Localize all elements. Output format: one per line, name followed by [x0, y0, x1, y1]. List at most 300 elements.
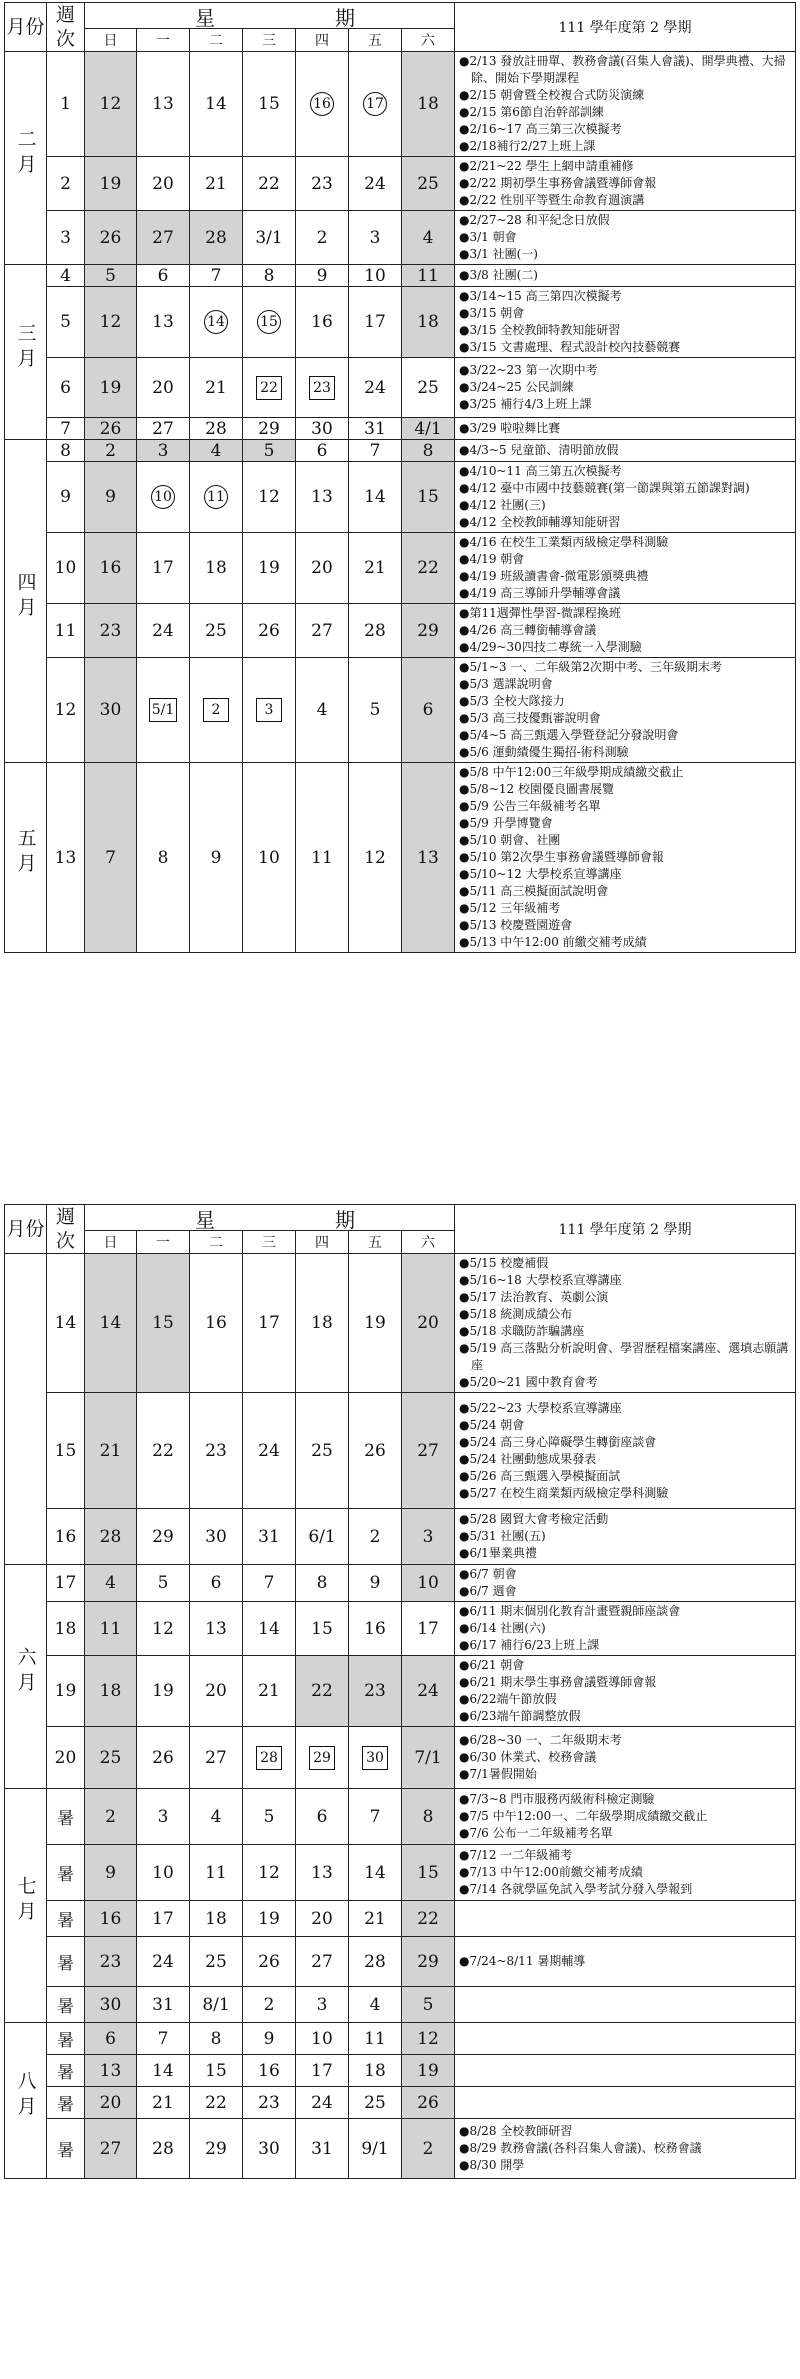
week-row: [5, 358, 796, 418]
day-cell: 16: [349, 1602, 402, 1656]
day-cell: 18: [349, 2055, 402, 2087]
boxed-date: 29: [309, 1746, 335, 1770]
day-cell: 25: [402, 157, 455, 211]
day-cell: 23: [349, 1656, 402, 1727]
day-cell: [243, 1727, 296, 1789]
weekday-1: 一: [137, 29, 190, 52]
day-cell: 3: [296, 1987, 349, 2023]
event-item: ●4/19 班級讀書會-微電影頒獎典禮: [459, 569, 649, 583]
day-cell: 30: [296, 418, 349, 440]
day-cell: 27: [85, 2119, 137, 2179]
month-cell: 三月: [5, 265, 47, 440]
day-cell: 18: [85, 1656, 137, 1727]
day-cell: 24: [296, 2087, 349, 2119]
event-item: ●5/24 高三身心障礙學生轉銜座談會: [459, 1434, 657, 1449]
day-cell: [243, 358, 296, 418]
day-cell: 31: [243, 1509, 296, 1565]
events-cell: [455, 1727, 796, 1789]
week-number: 暑: [47, 2023, 85, 2055]
event-item: ●5/13 中午12:00 前繳交補考成績: [459, 935, 647, 949]
weekday-0: 日: [85, 1231, 137, 1254]
day-cell: 19: [349, 1254, 402, 1393]
week-number: 1: [47, 52, 85, 157]
week-row: [5, 1987, 796, 2023]
event-item: ●4/19 朝會: [459, 552, 525, 566]
day-cell: 11: [85, 1602, 137, 1656]
day-cell: 25: [296, 1393, 349, 1509]
day-cell: 5: [243, 1789, 296, 1845]
day-cell: 23: [85, 1937, 137, 1987]
day-cell: 22: [296, 1656, 349, 1727]
day-cell: [137, 658, 190, 763]
events-cell: [455, 1789, 796, 1845]
event-item: ●5/4~5 高三甄選入學暨登記分發說明會: [459, 728, 679, 742]
event-item: ●5/8~12 校園優良圖書展覽: [459, 782, 614, 796]
events-cell: [455, 763, 796, 953]
day-cell: 18: [402, 287, 455, 358]
boxed-date: 28: [256, 1746, 282, 1770]
day-cell: 7/1: [402, 1727, 455, 1789]
day-cell: 18: [190, 1901, 243, 1937]
events-cell: [455, 418, 796, 440]
week-number: 4: [47, 265, 85, 287]
day-cell: 20: [296, 1901, 349, 1937]
calendar-table-1: [4, 2, 796, 953]
day-cell: [349, 1727, 402, 1789]
day-cell: 5: [85, 265, 137, 287]
event-item: ●4/16 在校生工業類丙級檢定學科測驗: [459, 535, 669, 549]
events-cell: [455, 265, 796, 287]
day-cell: 6: [296, 440, 349, 462]
day-cell: 11: [349, 2023, 402, 2055]
day-cell: 21: [190, 358, 243, 418]
day-cell: 20: [85, 2087, 137, 2119]
day-cell: 17: [243, 1254, 296, 1393]
week-row: [5, 287, 796, 358]
event-item: ●5/28 國貿大會考檢定活動: [459, 1512, 609, 1526]
week-row: [5, 1937, 796, 1987]
day-cell: 2: [349, 1509, 402, 1565]
day-cell: 23: [296, 157, 349, 211]
day-cell: [296, 358, 349, 418]
day-cell: 6: [85, 2023, 137, 2055]
month-cell: 六月: [5, 1565, 47, 1789]
day-cell: 29: [137, 1509, 190, 1565]
week-number: 9: [47, 462, 85, 533]
week-number: 13: [47, 763, 85, 953]
day-cell: 17: [137, 1901, 190, 1937]
events-cell: [455, 358, 796, 418]
day-cell: 13: [85, 2055, 137, 2087]
day-cell: 29: [190, 2119, 243, 2179]
day-cell: 8: [243, 265, 296, 287]
event-item: ●5/24 朝會: [459, 1417, 525, 1432]
event-item: ●5/12 三年級補考: [459, 901, 561, 915]
day-cell: 19: [85, 358, 137, 418]
star-qi-header: [85, 1205, 455, 1231]
events-cell: [455, 658, 796, 763]
day-cell: 6: [137, 265, 190, 287]
event-item: ●3/25 補行4/3上班上課: [459, 397, 592, 411]
day-cell: 8: [296, 1565, 349, 1602]
day-cell: 22: [402, 1901, 455, 1937]
week-number: 17: [47, 1565, 85, 1602]
day-cell: 22: [243, 157, 296, 211]
day-cell: 11: [296, 763, 349, 953]
event-item: ●3/15 朝會: [459, 306, 525, 320]
day-cell: 13: [137, 287, 190, 358]
week-number: 暑: [47, 1789, 85, 1845]
event-item: ●5/10~12 大學校系宣導講座: [459, 867, 622, 881]
star-qi-header: [85, 3, 455, 29]
day-cell: 14: [349, 1845, 402, 1901]
day-cell: 21: [190, 157, 243, 211]
week-number: 2: [47, 157, 85, 211]
event-item: ●5/9 升學博覽會: [459, 816, 553, 830]
week-number: 19: [47, 1656, 85, 1727]
event-item: ●7/13 中午12:00前繳交補考成績: [459, 1865, 643, 1879]
week-row: [5, 2119, 796, 2179]
day-cell: 28: [190, 418, 243, 440]
event-item: ●2/22 期初學生事務會議暨導師會報: [459, 176, 657, 190]
day-cell: 6/1: [296, 1509, 349, 1565]
event-item: ●3/29 啦啦舞比賽: [459, 421, 561, 435]
events-cell: [455, 604, 796, 658]
day-cell: 10: [349, 265, 402, 287]
weekday-1: 一: [137, 1231, 190, 1254]
event-item: ●3/8 社團(二): [459, 268, 538, 282]
event-item: ●2/15 朝會暨全校複合式防災演練: [459, 88, 645, 102]
day-cell: 8/1: [190, 1987, 243, 2023]
event-item: ●6/22端午節放假: [459, 1692, 557, 1706]
day-cell: 28: [137, 2119, 190, 2179]
day-cell: 23: [243, 2087, 296, 2119]
event-item: ●3/15 全校教師特教知能研習: [459, 323, 621, 337]
day-cell: 29: [402, 604, 455, 658]
day-cell: 17: [402, 1602, 455, 1656]
day-cell: 12: [349, 763, 402, 953]
event-item: ●2/18補行2/27上班上課: [459, 139, 596, 153]
weekday-0: 日: [85, 29, 137, 52]
event-item: ●4/3~5 兒童節、清明節放假: [459, 443, 619, 457]
day-cell: 24: [349, 358, 402, 418]
event-item: ●4/19 高三導師升學輔導會議: [459, 586, 621, 600]
day-cell: 21: [349, 1901, 402, 1937]
week-row: [5, 265, 796, 287]
event-item: ●4/29~30四技二專統一入學測驗: [459, 640, 642, 654]
day-cell: 15: [137, 1254, 190, 1393]
week-number: 6: [47, 358, 85, 418]
day-cell: 25: [190, 604, 243, 658]
day-cell: 4: [402, 211, 455, 265]
week-row: [5, 440, 796, 462]
events-cell: [455, 1937, 796, 1987]
circled-date: 14: [204, 310, 228, 334]
day-cell: 25: [402, 358, 455, 418]
day-cell: 13: [296, 462, 349, 533]
day-cell: 14: [137, 2055, 190, 2087]
day-cell: 4: [190, 440, 243, 462]
day-cell: 22: [137, 1393, 190, 1509]
day-cell: 27: [402, 1393, 455, 1509]
week-row: [5, 2087, 796, 2119]
day-cell: 2: [402, 2119, 455, 2179]
event-item: ●4/12 社團(三): [459, 498, 546, 512]
day-cell: 17: [137, 533, 190, 604]
event-item: ●5/3 全校大隊接力: [459, 694, 565, 708]
day-cell: 16: [190, 1254, 243, 1393]
day-cell: 2: [296, 211, 349, 265]
week-row: [5, 1727, 796, 1789]
day-cell: 9: [190, 763, 243, 953]
event-item: ●2/15 第6節自治幹部訓練: [459, 105, 604, 119]
day-cell: 12: [85, 287, 137, 358]
day-cell: 29: [402, 1937, 455, 1987]
day-cell: 12: [137, 1602, 190, 1656]
day-cell: 24: [349, 157, 402, 211]
week-number: 11: [47, 604, 85, 658]
day-cell: 9: [349, 1565, 402, 1602]
event-item: ●5/17 法治教育、英劇公演: [459, 1290, 609, 1304]
day-cell: 7: [243, 1565, 296, 1602]
day-cell: 28: [190, 211, 243, 265]
day-cell: 25: [85, 1727, 137, 1789]
day-cell: 25: [190, 1937, 243, 1987]
day-cell: [296, 52, 349, 157]
day-cell: 7: [349, 440, 402, 462]
day-cell: 26: [85, 418, 137, 440]
week-row: [5, 1656, 796, 1727]
week-number: 暑: [47, 1987, 85, 2023]
day-cell: 30: [243, 2119, 296, 2179]
week-row: [5, 52, 796, 157]
day-cell: 15: [190, 2055, 243, 2087]
day-cell: [243, 658, 296, 763]
event-item: ●3/1 朝會: [459, 230, 517, 244]
events-cell: [455, 1987, 796, 2023]
day-cell: 19: [85, 157, 137, 211]
event-item: ●5/24 社團動態成果發表: [459, 1451, 597, 1466]
event-item: ●5/18 統測成績公布: [459, 1307, 573, 1321]
events-cell: [455, 1565, 796, 1602]
weekday-5: 五: [349, 1231, 402, 1254]
day-cell: 9: [243, 2023, 296, 2055]
day-cell: 26: [85, 211, 137, 265]
day-cell: [243, 287, 296, 358]
day-cell: 30: [190, 1509, 243, 1565]
events-cell: [455, 1656, 796, 1727]
events-cell: [455, 440, 796, 462]
event-item: ●2/22 性別平等暨生命教育週演講: [459, 193, 645, 207]
day-cell: 4/1: [402, 418, 455, 440]
event-item: ●6/7 週會: [459, 1584, 517, 1598]
day-cell: 5: [349, 658, 402, 763]
week-number: 7: [47, 418, 85, 440]
day-cell: 27: [296, 1937, 349, 1987]
event-item: ●7/24~8/11 暑期輔導: [459, 1954, 586, 1968]
event-item: ●5/19 高三落點分析說明會、學習歷程檔案講座、選填志願講: [459, 1341, 789, 1355]
star-label: 星: [195, 6, 215, 30]
event-item: ●8/30 開學: [459, 2158, 525, 2172]
day-cell: 8: [190, 2023, 243, 2055]
week-number: 暑: [47, 2119, 85, 2179]
semester-title: 111 學年度第 2 學期: [455, 1205, 796, 1254]
event-item: ●7/14 各就學區免試入學考試分發入學報到: [459, 1882, 693, 1896]
day-cell: 23: [85, 604, 137, 658]
day-cell: 18: [190, 533, 243, 604]
day-cell: 4: [85, 1565, 137, 1602]
day-cell: [190, 287, 243, 358]
day-cell: 31: [349, 418, 402, 440]
day-cell: 9: [85, 462, 137, 533]
event-item: ●3/14~15 高三第四次模擬考: [459, 289, 622, 303]
event-item: ●7/1暑假開始: [459, 1767, 537, 1781]
day-cell: 7: [190, 265, 243, 287]
event-item: ●7/3~8 門市服務丙級術科檢定測驗: [459, 1792, 655, 1806]
event-item: ●2/27~28 和平紀念日放假: [459, 213, 610, 227]
day-cell: 6: [402, 658, 455, 763]
event-item: ●7/6 公布一二年級補考名單: [459, 1826, 613, 1840]
event-item: ●5/9 公告三年級補考名單: [459, 799, 601, 813]
weekday-5: 五: [349, 29, 402, 52]
circled-date: 11: [204, 485, 228, 509]
day-cell: 27: [137, 418, 190, 440]
day-cell: 24: [243, 1393, 296, 1509]
week-row: [5, 1901, 796, 1937]
day-cell: 10: [296, 2023, 349, 2055]
day-cell: 16: [243, 2055, 296, 2087]
boxed-date: 3: [256, 698, 282, 722]
day-cell: 4: [296, 658, 349, 763]
events-cell: [455, 287, 796, 358]
day-cell: 11: [190, 1845, 243, 1901]
event-item: ●5/6 運動績優生獨招-術科測驗: [459, 745, 629, 759]
event-item: ●6/28~30 一、二年級期末考: [459, 1733, 622, 1747]
month-header: 月份: [5, 1205, 47, 1254]
event-item: ●5/15 校慶補假: [459, 1256, 549, 1270]
day-cell: 8: [137, 763, 190, 953]
day-cell: 9/1: [349, 2119, 402, 2179]
day-cell: [190, 658, 243, 763]
day-cell: 26: [349, 1393, 402, 1509]
week-number: 暑: [47, 2087, 85, 2119]
week-number: 18: [47, 1602, 85, 1656]
week-row: [5, 2023, 796, 2055]
day-cell: 5: [137, 1565, 190, 1602]
week-header: 週次: [47, 3, 85, 52]
week-number: 暑: [47, 1901, 85, 1937]
day-cell: 18: [296, 1254, 349, 1393]
month-cell: [5, 1254, 47, 1565]
day-cell: 7: [137, 2023, 190, 2055]
week-number: 暑: [47, 1937, 85, 1987]
event-item: ●3/1 社團(一): [459, 247, 538, 261]
day-cell: 31: [296, 2119, 349, 2179]
event-item: ●6/14 社團(六): [459, 1621, 546, 1635]
day-cell: 6: [190, 1565, 243, 1602]
weekday-4: 四: [296, 29, 349, 52]
day-cell: 2: [243, 1987, 296, 2023]
day-cell: 27: [137, 211, 190, 265]
events-cell: [455, 211, 796, 265]
day-cell: 13: [402, 763, 455, 953]
event-item: ●6/21 朝會: [459, 1658, 525, 1672]
weekday-3: 三: [243, 1231, 296, 1254]
event-item: ●5/22~23 大學校系宣導講座: [459, 1400, 622, 1415]
day-cell: 22: [190, 2087, 243, 2119]
day-cell: 4: [349, 1987, 402, 2023]
day-cell: 3: [402, 1509, 455, 1565]
day-cell: 21: [85, 1393, 137, 1509]
day-cell: 12: [243, 1845, 296, 1901]
day-cell: 10: [137, 1845, 190, 1901]
event-item: ●7/5 中午12:00一、二年級學期成績繳交截止: [459, 1809, 708, 1823]
star-label: 星: [195, 1208, 215, 1232]
weekday-6: 六: [402, 29, 455, 52]
event-item: ●7/12 一二年級補考: [459, 1848, 573, 1862]
event-item: ●6/30 休業式、校務會議: [459, 1750, 597, 1764]
day-cell: 9: [85, 1845, 137, 1901]
day-cell: 3/1: [243, 211, 296, 265]
day-cell: 26: [243, 1937, 296, 1987]
day-cell: 13: [190, 1602, 243, 1656]
week-row: [5, 763, 796, 953]
day-cell: 24: [402, 1656, 455, 1727]
day-cell: 29: [243, 418, 296, 440]
day-cell: 15: [402, 462, 455, 533]
event-item: ●5/10 第2次學生事務會議暨導師會報: [459, 850, 664, 864]
week-number: 20: [47, 1727, 85, 1789]
day-cell: 6: [296, 1789, 349, 1845]
week-row: [5, 533, 796, 604]
weekday-2: 二: [190, 29, 243, 52]
day-cell: 26: [137, 1727, 190, 1789]
day-cell: 16: [85, 533, 137, 604]
day-cell: 12: [243, 462, 296, 533]
day-cell: [137, 462, 190, 533]
day-cell: 8: [402, 440, 455, 462]
event-item: ●4/12 臺中市國中技藝競賽(第一節課與第五節課對調): [459, 481, 750, 495]
day-cell: 28: [85, 1509, 137, 1565]
circled-date: 17: [363, 92, 387, 116]
week-row: [5, 1254, 796, 1393]
day-cell: 30: [85, 658, 137, 763]
event-item: ●5/8 中午12:00三年級學期成績繳交截止: [459, 765, 684, 779]
day-cell: 9: [296, 265, 349, 287]
boxed-date: 5/1: [149, 698, 178, 722]
calendar-table-2: [4, 1204, 796, 2179]
event-item: ●6/1畢業典禮: [459, 1546, 537, 1560]
event-item: 除、開始下學期課程: [471, 71, 580, 85]
day-cell: 28: [349, 1937, 402, 1987]
events-cell: [455, 1901, 796, 1937]
day-cell: 7: [349, 1789, 402, 1845]
day-cell: 14: [85, 1254, 137, 1393]
day-cell: 24: [137, 604, 190, 658]
day-cell: 2: [85, 1789, 137, 1845]
day-cell: 27: [190, 1727, 243, 1789]
day-cell: 3: [137, 1789, 190, 1845]
boxed-date: 22: [256, 376, 282, 400]
day-cell: 20: [137, 358, 190, 418]
day-cell: 15: [243, 52, 296, 157]
month-cell: 八月: [5, 2023, 47, 2179]
events-cell: [455, 2055, 796, 2087]
week-row: [5, 1602, 796, 1656]
day-cell: 20: [190, 1656, 243, 1727]
day-cell: 3: [137, 440, 190, 462]
boxed-date: 30: [362, 1746, 388, 1770]
